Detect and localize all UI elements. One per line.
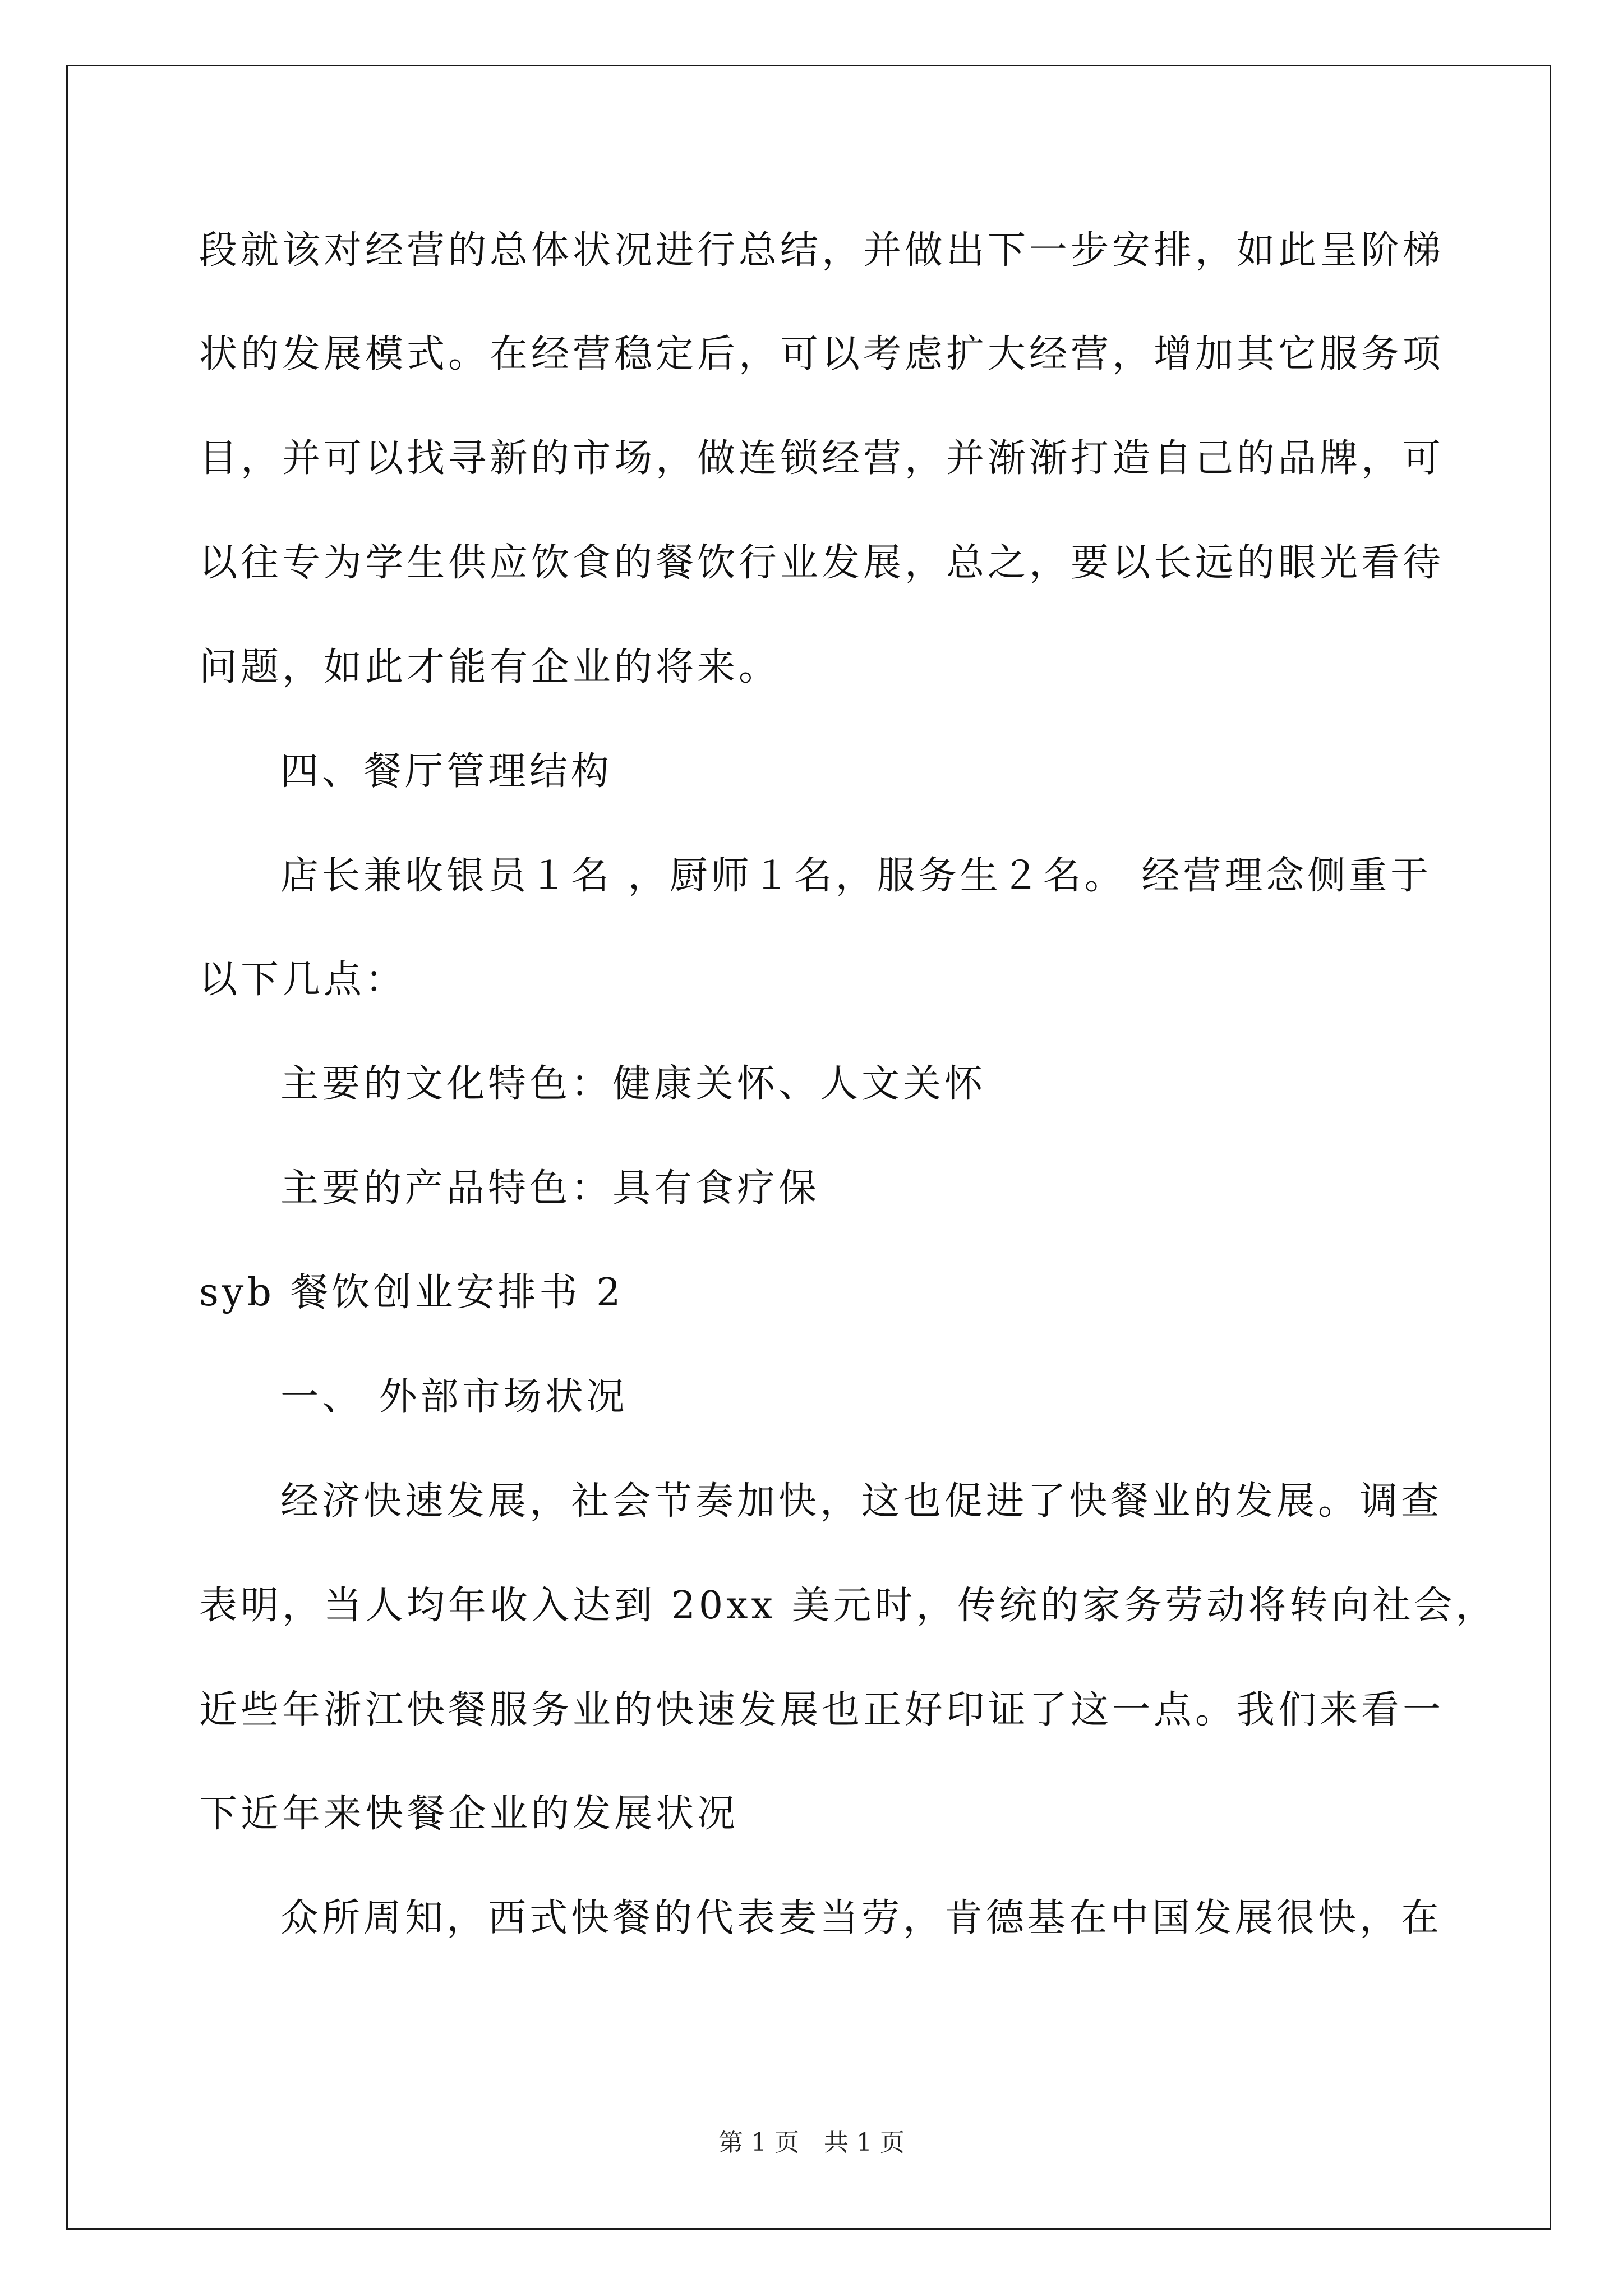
page-number-footer: 第 1 页 共 1 页 — [718, 2128, 905, 2157]
paragraph-line: 表明，当人均年收入达到 20xx 美元时，传统的家务劳动将转向社会， — [199, 1584, 1497, 1628]
paragraph-line: 众所周知，西式快餐的代表麦当劳，肯德基在中国发展很快，在 — [280, 1896, 1443, 1940]
paragraph-line: 下近年来快餐企业的发展状况 — [199, 1792, 739, 1836]
paragraph-line: 状的发展模式。在经营稳定后，可以考虑扩大经营，增加其它服务项 — [199, 332, 1445, 376]
paragraph-line: 经济快速发展，社会节奏加快，这也促进了快餐业的发展。调查 — [280, 1479, 1443, 1524]
paragraph-line: 以下几点： — [199, 958, 407, 1002]
paragraph-line: 近些年浙江快餐服务业的快速发展也正好印证了这一点。我们来看一 — [199, 1688, 1445, 1732]
paragraph-line: 店长兼收银员１名 ，厨师１名，服务生２名。 经营理念侧重于 — [280, 854, 1432, 898]
section-heading: 四、餐厅管理结构 — [280, 749, 613, 794]
section-heading: 一、 外部市场状况 — [280, 1375, 628, 1419]
paragraph-line: 问题，如此才能有企业的将来。 — [199, 645, 781, 689]
paragraph-line: 主要的产品特色：具有食疗保 — [280, 1166, 820, 1211]
paragraph-line: 段就该对经营的总体状况进行总结，并做出下一步安排，如此呈阶梯 — [199, 228, 1445, 273]
document-title: syb 餐饮创业安排书 2 — [199, 1271, 624, 1315]
paragraph-line: 主要的文化特色：健康关怀、人文关怀 — [280, 1062, 986, 1106]
paragraph-line: 目，并可以找寻新的市场，做连锁经营，并渐渐打造自己的品牌，可 — [199, 436, 1445, 481]
paragraph-line: 以往专为学生供应饮食的餐饮行业发展，总之，要以长远的眼光看待 — [199, 541, 1445, 585]
